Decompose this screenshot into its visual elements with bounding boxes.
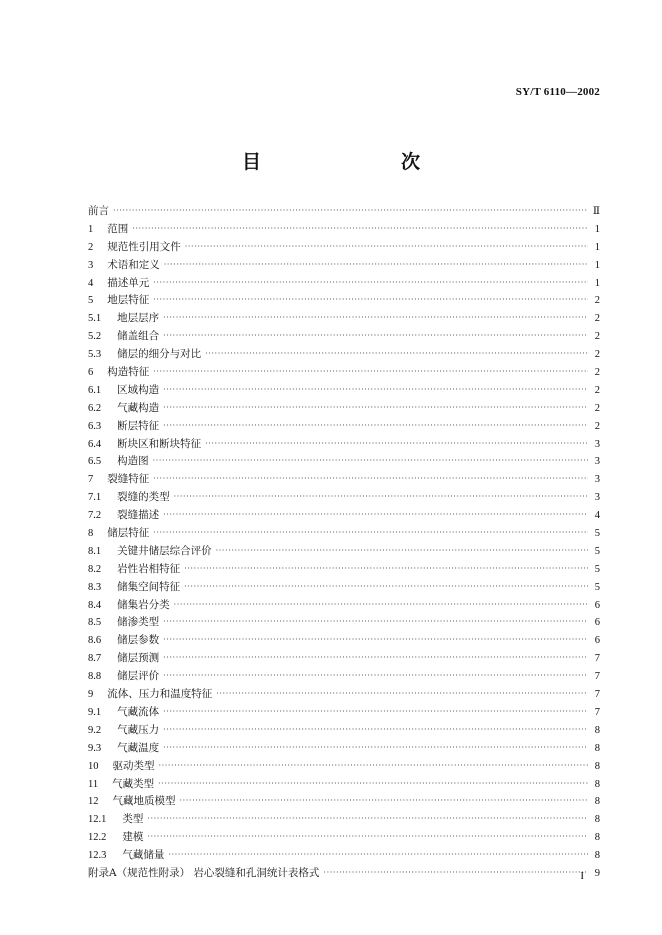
toc-entry-page: 2: [594, 420, 600, 432]
dot-leader: [153, 274, 588, 292]
toc-entry-page: 1: [594, 241, 600, 253]
toc-entry[interactable]: [88, 382, 600, 400]
toc-entry[interactable]: [88, 579, 600, 597]
dot-leader: [205, 435, 588, 453]
toc-entry[interactable]: [88, 328, 600, 346]
dot-leader: [164, 256, 588, 274]
dot-leader: [185, 238, 588, 256]
toc-entry-number: 4: [88, 277, 94, 289]
toc-entry[interactable]: [88, 847, 600, 865]
toc-entry[interactable]: [88, 686, 600, 704]
dot-leader: [159, 757, 589, 775]
dot-leader: [163, 613, 588, 631]
toc-entry[interactable]: [88, 436, 600, 454]
toc-entry-page: 3: [594, 492, 600, 504]
toc-entry-page: 8: [594, 724, 600, 736]
toc-entry-page: 3: [594, 438, 600, 450]
toc-entry-number: 6.2: [88, 402, 102, 414]
dot-leader: [153, 363, 588, 381]
toc-entry-page: 8: [594, 850, 600, 862]
dot-leader: [180, 792, 589, 810]
toc-entry-page: 5: [594, 528, 600, 540]
toc-entry-label: 地层层序: [117, 312, 160, 325]
toc-entry-label: 储层特征: [107, 527, 150, 540]
toc-entry-label: 规范性引用文件: [107, 240, 181, 253]
toc-entry[interactable]: [88, 292, 600, 310]
toc-entry[interactable]: [88, 400, 600, 418]
toc-entry-number: 8.3: [88, 581, 102, 593]
dot-leader: [163, 667, 588, 685]
toc-entry-page: 8: [594, 760, 600, 772]
toc-entry-number: 6.4: [88, 438, 102, 450]
dot-leader: [163, 417, 588, 435]
toc-entry[interactable]: [88, 543, 600, 561]
toc-entry-page: 2: [594, 384, 600, 396]
toc-entry-number: 12.2: [88, 832, 107, 844]
toc-entry-page: 6: [594, 599, 600, 611]
toc-entry-page: 9: [594, 867, 600, 879]
toc-entry[interactable]: [88, 507, 600, 525]
toc-entry-page: 2: [594, 402, 600, 414]
toc-entry[interactable]: [88, 489, 600, 507]
toc-entry[interactable]: [88, 310, 600, 328]
toc-entry[interactable]: [88, 203, 600, 221]
toc-entry-page: 7: [594, 671, 600, 683]
toc-entry[interactable]: [88, 865, 600, 883]
toc-entry-page: 7: [594, 706, 600, 718]
toc-entry-label: 术语和定义: [107, 258, 160, 271]
dot-leader: [163, 631, 588, 649]
toc-entry-number: 5.3: [88, 349, 102, 361]
toc-entry-number: 9: [88, 689, 94, 701]
toc-entry-label: 裂缝描述: [117, 509, 160, 522]
toc-entry-page: 5: [594, 581, 600, 593]
toc-entry-page: 1: [594, 277, 600, 289]
dot-leader: [174, 596, 588, 614]
toc-entry-label: 岩性岩相特征: [117, 562, 181, 575]
toc-entry-page: 1: [594, 223, 600, 235]
toc-entry-number: 9.1: [88, 706, 102, 718]
dot-leader: [168, 846, 588, 864]
dot-leader: [163, 739, 588, 757]
toc-entry[interactable]: [88, 275, 600, 293]
toc-entry-label: 气藏类型: [112, 777, 155, 790]
toc-entry-number: 6.1: [88, 384, 102, 396]
toc-entry-page: Ⅱ: [592, 206, 600, 217]
toc-entry[interactable]: [88, 346, 600, 364]
dot-leader: [216, 685, 588, 703]
toc-entry-number: 9.2: [88, 724, 102, 736]
toc-entry-page: 2: [594, 349, 600, 361]
toc-entry-label: 关键井储层综合评价: [117, 544, 212, 557]
dot-leader: [153, 524, 588, 542]
toc-entry-page: 6: [594, 635, 600, 647]
toc-entry-number: 12.3: [88, 850, 107, 862]
dot-leader: [163, 721, 588, 739]
toc-entry-label: 范围: [107, 222, 129, 235]
toc-entry-number: 8.2: [88, 563, 102, 575]
toc-entry-number: 9.3: [88, 742, 102, 754]
toc-entry-number: 7: [88, 474, 94, 486]
toc-entry-number: 1: [88, 223, 94, 235]
toc-entry-label: 区域构造: [117, 383, 160, 396]
toc-entry-page: 7: [594, 689, 600, 701]
toc-entry-label: 附录A（规范性附录） 岩心裂缝和孔洞统计表格式: [88, 866, 320, 879]
dot-leader: [113, 202, 588, 220]
toc-entry-page: 8: [594, 742, 600, 754]
dot-leader: [163, 506, 588, 524]
dot-leader: [158, 775, 588, 793]
page-title: 目 次: [241, 151, 454, 173]
toc-entry[interactable]: [88, 722, 600, 740]
dot-leader: [205, 345, 588, 363]
toc-entry-number: 8.4: [88, 599, 102, 611]
toc-entry-number: 8.8: [88, 671, 102, 683]
dot-leader: [184, 578, 588, 596]
toc-entry[interactable]: [88, 704, 600, 722]
toc-entry-number: 8.1: [88, 545, 102, 557]
toc-entry-label: 断层特征: [117, 419, 160, 432]
dot-leader: [132, 220, 588, 238]
toc-entry-label: 气藏地质模型: [112, 795, 176, 808]
dot-leader: [163, 309, 588, 327]
toc-entry-label: 储层评价: [117, 670, 160, 683]
toc-entry-page: 2: [594, 313, 600, 325]
toc-entry-page: 2: [594, 367, 600, 379]
toc-entry-number: 12.1: [88, 814, 107, 826]
toc-entry-page: 8: [594, 814, 600, 826]
toc-entry-page: 8: [594, 796, 600, 808]
dot-leader: [147, 828, 588, 846]
toc-entry-label: 描述单元: [107, 276, 150, 289]
toc-entry-number: 6.5: [88, 456, 102, 468]
toc-entry-number: 2: [88, 241, 94, 253]
standard-code: SY/T 6110—2002: [515, 86, 600, 98]
toc-entry-page: 8: [594, 778, 600, 790]
toc-entry-label: 类型: [122, 813, 144, 826]
toc-entry[interactable]: [88, 829, 600, 847]
dot-leader: [153, 291, 588, 309]
toc-entry-label: 气藏储量: [122, 849, 165, 862]
toc-entry-page: 7: [594, 653, 600, 665]
toc-entry[interactable]: [88, 221, 600, 239]
toc-entry[interactable]: [88, 811, 600, 829]
toc-entry-label: 驱动类型: [112, 759, 155, 772]
toc-entry[interactable]: [88, 257, 600, 275]
toc-entry-page: 8: [594, 832, 600, 844]
toc-entry-label: 储盖组合: [117, 330, 160, 343]
toc-entry-number: 8.5: [88, 617, 102, 629]
toc-entry-label: 建模: [122, 831, 144, 844]
toc-entry-number: 6: [88, 367, 94, 379]
toc-entry-label: 构造图: [117, 455, 149, 468]
toc-entry-page: 6: [594, 617, 600, 629]
dot-leader: [174, 488, 588, 506]
toc-entry-label: 储层预测: [117, 652, 160, 665]
dot-leader: [147, 810, 588, 828]
toc-entry[interactable]: [88, 364, 600, 382]
toc-entry-number: 8: [88, 528, 94, 540]
toc-entry-label: 气藏流体: [117, 705, 160, 718]
toc-entry[interactable]: [88, 650, 600, 668]
toc-entry-page: 3: [594, 456, 600, 468]
toc-entry-number: 5: [88, 295, 94, 307]
dot-leader: [153, 470, 588, 488]
toc-entry-number: 6.3: [88, 420, 102, 432]
toc-entry[interactable]: [88, 668, 600, 686]
toc-entry-label: 气藏温度: [117, 741, 160, 754]
toc-entry[interactable]: [88, 597, 600, 615]
toc-entry-number: 7.1: [88, 492, 102, 504]
toc-entry-number: 7.2: [88, 510, 102, 522]
toc-entry[interactable]: [88, 614, 600, 632]
toc-entry[interactable]: [88, 758, 600, 776]
toc-entry[interactable]: [88, 632, 600, 650]
toc-entry-number: 10: [88, 760, 99, 772]
toc-entry-label: 裂缝的类型: [117, 491, 170, 504]
toc-entry-label: 储集岩分类: [117, 598, 170, 611]
toc-entry-number: 3: [88, 259, 94, 271]
toc-entry-number: 8.6: [88, 635, 102, 647]
toc-entry-number: 12: [88, 796, 99, 808]
toc-entry-label: 储层参数: [117, 634, 160, 647]
dot-leader: [163, 399, 588, 417]
dot-leader: [323, 864, 588, 882]
toc-entry-label: 气藏构造: [117, 401, 160, 414]
toc-entry-number: 5.2: [88, 331, 102, 343]
toc-entry[interactable]: [88, 740, 600, 758]
toc-entry-page: 2: [594, 331, 600, 343]
toc-entry-label: 裂缝特征: [107, 473, 150, 486]
toc-entry-page: 5: [594, 545, 600, 557]
dot-leader: [153, 452, 588, 470]
toc-entry[interactable]: [88, 793, 600, 811]
dot-leader: [163, 649, 588, 667]
toc-entry-page: 1: [594, 259, 600, 271]
table-of-contents: [88, 203, 600, 883]
dot-leader: [184, 560, 588, 578]
toc-entry-label: 储层的细分与对比: [117, 348, 202, 361]
toc-entry-number: 5.1: [88, 313, 102, 325]
toc-entry-page: 4: [594, 510, 600, 522]
toc-entry-label: 流体、压力和温度特征: [107, 688, 213, 701]
dot-leader: [163, 327, 588, 345]
toc-entry-label: 储集空间特征: [117, 580, 181, 593]
toc-entry[interactable]: [88, 561, 600, 579]
toc-entry[interactable]: [88, 776, 600, 794]
toc-entry-label: 断块区和断块特征: [117, 437, 202, 450]
toc-entry-label: 气藏压力: [117, 723, 160, 736]
toc-entry-label: 地层特征: [107, 294, 150, 307]
toc-entry[interactable]: [88, 525, 600, 543]
toc-entry-page: 2: [594, 295, 600, 307]
page-number: I: [580, 870, 584, 882]
toc-entry-page: 3: [594, 474, 600, 486]
toc-entry[interactable]: [88, 418, 600, 436]
toc-entry-number: 11: [88, 778, 99, 790]
toc-entry[interactable]: [88, 453, 600, 471]
toc-entry-label: 构造特征: [107, 366, 150, 379]
toc-entry[interactable]: [88, 239, 600, 257]
toc-entry-number: 8.7: [88, 653, 102, 665]
dot-leader: [163, 703, 588, 721]
toc-entry[interactable]: [88, 471, 600, 489]
toc-entry-label: 前言: [88, 205, 109, 217]
toc-entry-page: 5: [594, 563, 600, 575]
toc-entry-label: 储渗类型: [117, 616, 160, 629]
dot-leader: [216, 542, 588, 560]
dot-leader: [163, 381, 588, 399]
